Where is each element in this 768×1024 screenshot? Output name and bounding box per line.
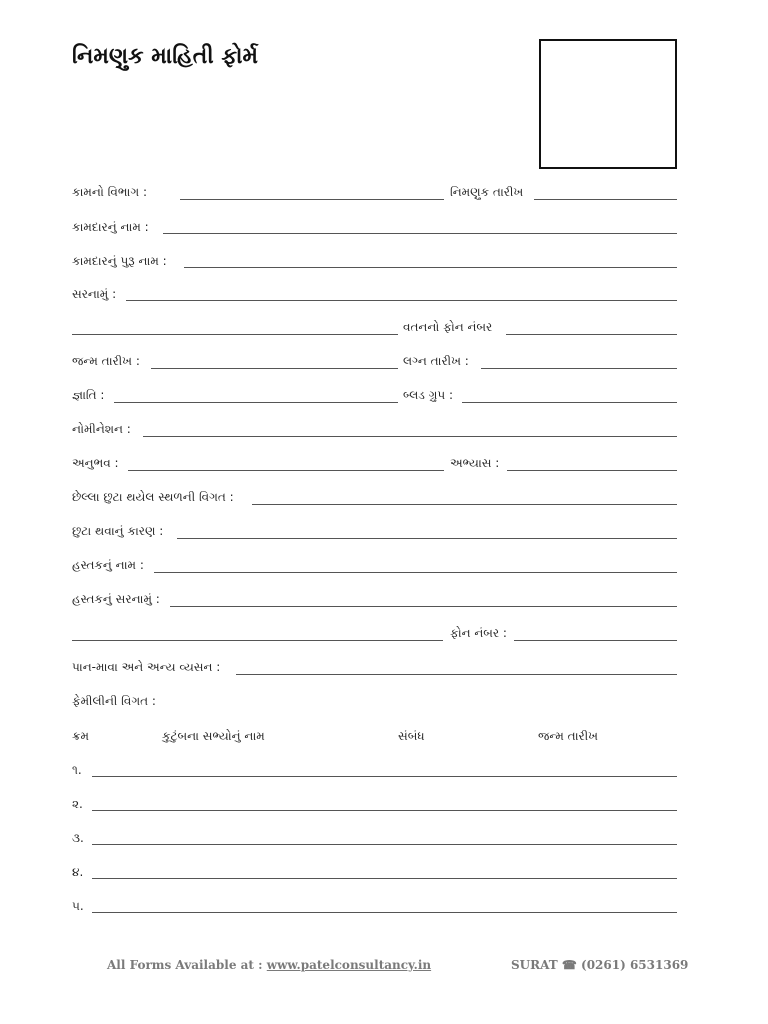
family-details-label: ફેમીલીની વિગત : xyxy=(72,694,156,708)
family-row-number: ૩. xyxy=(72,831,84,845)
family-header-relation: સંબંધ xyxy=(398,729,425,743)
addictions-field[interactable] xyxy=(236,674,677,675)
address-label: સરનામું : xyxy=(72,287,117,301)
family-header-member-name: કુટુંબના સભ્યોનું નામ xyxy=(162,729,265,743)
website-link[interactable]: www.patelconsultancy.in xyxy=(266,958,432,972)
page-title: નિમણુક માહિતી ફોર્મ xyxy=(72,44,259,69)
footer-forms-note xyxy=(107,958,431,972)
worker-full-name-label: કામદારનું પુરૂ નામ : xyxy=(72,254,167,268)
family-row-number: ૧. xyxy=(72,763,82,777)
marriage-date-field[interactable] xyxy=(481,368,677,369)
birth-date-field[interactable] xyxy=(151,368,398,369)
referee-address-label: હસ્તકનું સરનામું : xyxy=(72,592,160,606)
phone-label: ફોન નંબર : xyxy=(450,626,507,640)
experience-field[interactable] xyxy=(128,470,444,471)
marriage-date-label: લગ્ન તારીખ : xyxy=(403,354,469,368)
referee-name-label: હસ્તકનું નામ : xyxy=(72,558,144,572)
address-line-2-field[interactable] xyxy=(72,334,398,335)
last-job-details-field[interactable] xyxy=(252,504,677,505)
blood-group-label: બ્લડ ગ્રુપ : xyxy=(403,388,454,402)
caste-label: જ્ઞાતિ : xyxy=(72,388,105,402)
telephone-icon: ☎ xyxy=(561,958,577,972)
native-phone-label: વતનનો ફોન નંબર xyxy=(403,320,493,334)
worker-name-label: કામદારનું નામ : xyxy=(72,220,149,234)
footer-phone: (0261) 6531369 xyxy=(581,958,689,972)
referee-address-line-2-field[interactable] xyxy=(72,640,443,641)
footer-prefix: All Forms Available at : xyxy=(107,958,263,972)
family-header-birth-date: જન્મ તારીખ xyxy=(538,729,599,743)
family-row-field[interactable] xyxy=(92,878,677,879)
photo-box xyxy=(539,39,677,169)
family-header-serial: ક્રમ xyxy=(72,729,89,743)
family-row-field[interactable] xyxy=(92,810,677,811)
worker-name-field[interactable] xyxy=(163,233,677,234)
addictions-label: પાન-માવા અને અન્ય વ્યસન : xyxy=(72,660,221,674)
family-row-field[interactable] xyxy=(92,776,677,777)
address-field[interactable] xyxy=(126,300,677,301)
education-label: અભ્યાસ : xyxy=(450,456,500,470)
appointment-date-label: નિમણુક તારીખ xyxy=(450,185,524,199)
referee-address-field[interactable] xyxy=(170,606,677,607)
native-phone-field[interactable] xyxy=(506,334,677,335)
education-field[interactable] xyxy=(507,470,677,471)
department-field[interactable] xyxy=(180,199,444,200)
leaving-reason-label: છુટા થવાનું કારણ : xyxy=(72,524,164,538)
birth-date-label: જન્મ તારીખ : xyxy=(72,354,140,368)
footer-contact xyxy=(511,958,688,972)
family-row-field[interactable] xyxy=(92,912,677,913)
referee-name-field[interactable] xyxy=(154,572,677,573)
phone-field[interactable] xyxy=(514,640,677,641)
family-row-number: ૪. xyxy=(72,865,84,879)
caste-field[interactable] xyxy=(114,402,398,403)
footer-city: SURAT xyxy=(511,958,558,972)
nomination-label: નોમીનેશન : xyxy=(72,422,131,436)
appointment-date-field[interactable] xyxy=(534,199,677,200)
leaving-reason-field[interactable] xyxy=(177,538,677,539)
department-label: કામનો વિભાગ : xyxy=(72,185,147,199)
worker-full-name-field[interactable] xyxy=(184,267,677,268)
last-job-details-label: છેલ્લા છુટા થયેલ સ્થળની વિગત : xyxy=(72,490,234,504)
family-row-number: ૫. xyxy=(72,899,84,913)
experience-label: અનુભવ : xyxy=(72,456,119,470)
nomination-field[interactable] xyxy=(143,436,677,437)
family-row-field[interactable] xyxy=(92,844,677,845)
family-row-number: ૨. xyxy=(72,797,83,811)
blood-group-field[interactable] xyxy=(462,402,677,403)
